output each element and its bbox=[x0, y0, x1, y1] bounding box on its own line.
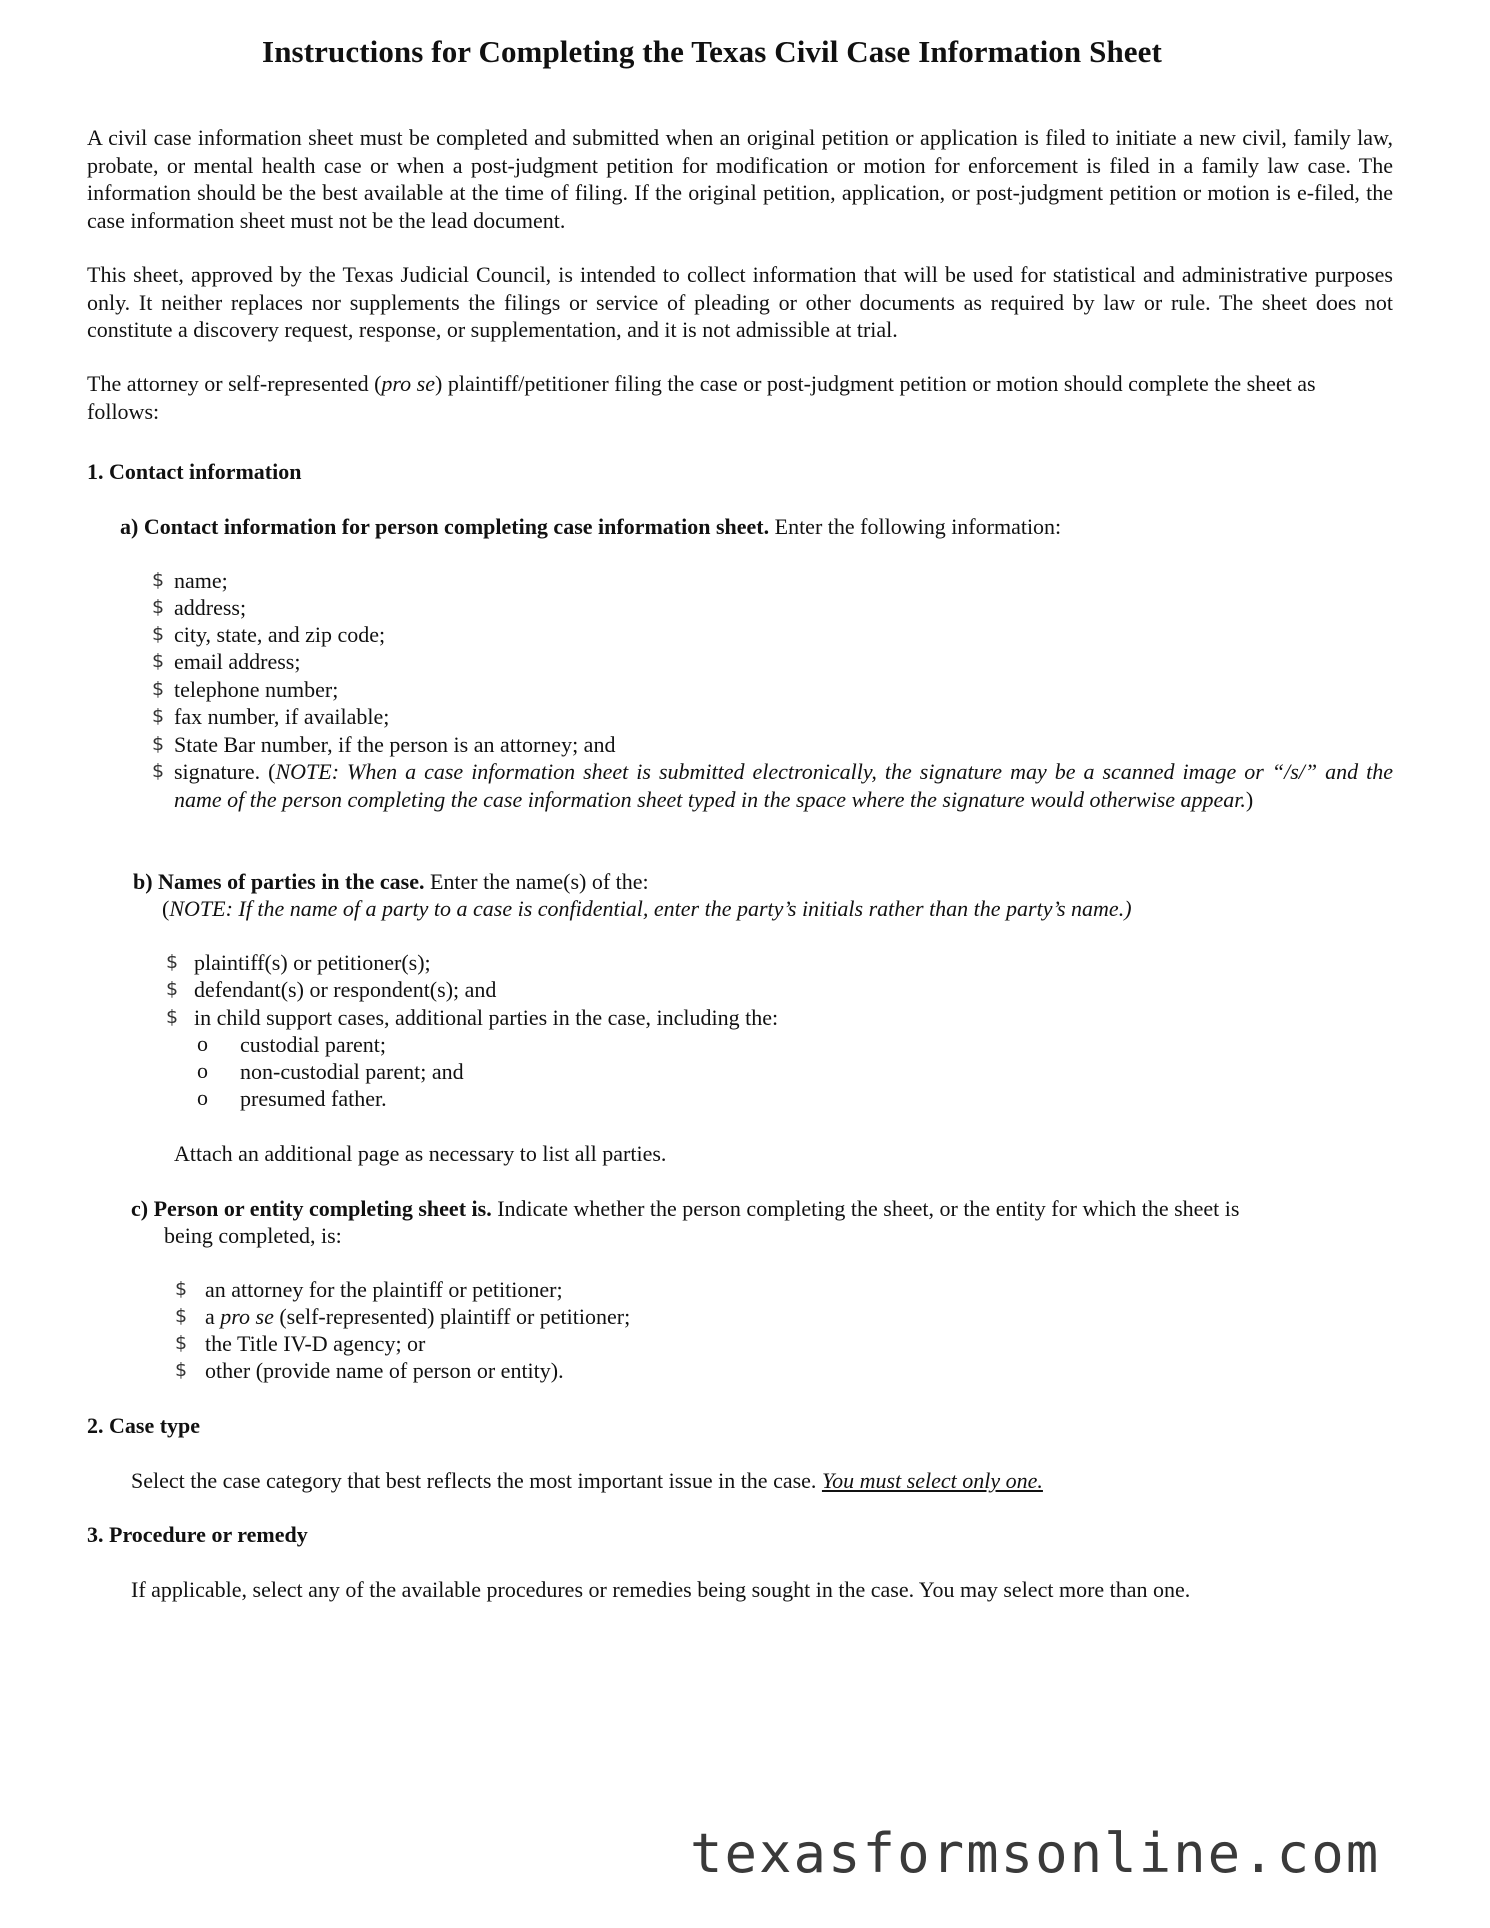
signature-item: signature. (NOTE: When a case information sheet is submitted electronically, the signature may be a scanned image or “/s/” and the name of the person completing the case information sheet typed in the space where the signature would otherwise appear.) bbox=[174, 759, 1393, 812]
section-1-heading: 1. Contact information bbox=[87, 459, 302, 484]
list-subitem: non-custodial parent; and bbox=[240, 1059, 464, 1084]
circle-bullet-icon: o bbox=[197, 1031, 208, 1056]
list-item: defendant(s) or respondent(s); and bbox=[194, 977, 497, 1002]
bullet-icon: $ bbox=[152, 760, 165, 782]
list-subitem: custodial parent; bbox=[240, 1032, 387, 1057]
bullet-icon: $ bbox=[175, 1332, 188, 1354]
list-item: a pro se (self-represented) plaintiff or petitioner; bbox=[205, 1304, 631, 1329]
section-1c-line-2: being completed, is: bbox=[164, 1223, 342, 1248]
list-item: city, state, and zip code; bbox=[174, 622, 386, 647]
confidential-note: (NOTE: If the name of a party to a case is confidential, enter the party’s initials rather than the party’s name.) bbox=[162, 896, 1132, 921]
bullet-icon: $ bbox=[152, 650, 165, 672]
list-item: name; bbox=[174, 568, 228, 593]
intro-paragraph-2: This sheet, approved by the Texas Judicial Council, is intended to collect information that will be used for statistical and administrative purposes only. It neither replaces nor supplements the filings or service of pleading or other documents as required by law or rule. The sheet does not constitute a discovery request, response, or supplementation, and it is not admissible at trial. bbox=[87, 262, 1393, 342]
bullet-icon: $ bbox=[152, 569, 165, 591]
list-item: fax number, if available; bbox=[174, 704, 390, 729]
bullet-icon: $ bbox=[152, 705, 165, 727]
procedure-text: If applicable, select any of the available procedures or remedies being sought in the case. You may select more than one. bbox=[131, 1577, 1191, 1602]
list-item: email address; bbox=[174, 649, 301, 674]
bullet-icon: $ bbox=[152, 678, 165, 700]
section-3-heading: 3. Procedure or remedy bbox=[87, 1522, 308, 1547]
bullet-icon: $ bbox=[175, 1359, 188, 1381]
bullet-icon: $ bbox=[152, 733, 165, 755]
list-subitem: presumed father. bbox=[240, 1086, 387, 1111]
section-2-heading: 2. Case type bbox=[87, 1413, 201, 1438]
intro-paragraph-3: The attorney or self-represented (pro se) plaintiff/petitioner filing the case or post-judgment petition or motion should complete the sheet as follows: bbox=[87, 371, 1316, 424]
list-item: address; bbox=[174, 595, 247, 620]
list-item: an attorney for the plaintiff or petitioner; bbox=[205, 1277, 563, 1302]
page-title: Instructions for Completing the Texas Civil Case Information Sheet bbox=[262, 34, 1162, 69]
bullet-icon: $ bbox=[166, 951, 179, 973]
list-item: the Title IV-D agency; or bbox=[205, 1331, 426, 1356]
bullet-icon: $ bbox=[166, 978, 179, 1000]
section-1a-line: a) Contact information for person completing case information sheet. Enter the following information: bbox=[120, 514, 1062, 539]
bullet-icon: $ bbox=[152, 596, 165, 618]
list-item: in child support cases, additional parties in the case, including the: bbox=[194, 1005, 779, 1030]
circle-bullet-icon: o bbox=[197, 1058, 208, 1083]
list-item: State Bar number, if the person is an attorney; and bbox=[174, 732, 616, 757]
list-item: plaintiff(s) or petitioner(s); bbox=[194, 950, 431, 975]
bullet-icon: $ bbox=[175, 1305, 188, 1327]
attach-note: Attach an additional page as necessary to list all parties. bbox=[174, 1141, 667, 1166]
bullet-icon: $ bbox=[175, 1278, 188, 1300]
intro-paragraph-1: A civil case information sheet must be completed and submitted when an original petition or application is filed to initiate a new civil, family law, probate, or mental health case or when a post-judgment petition for modification or motion for enforcement is filed in a family law case. The information should be the best available at the time of filing. If the original petition, application, or post-judgment petition or motion is e-filed, the case information sheet must not be the lead document. bbox=[87, 125, 1393, 233]
watermark: texasformsonline.com bbox=[690, 1822, 1381, 1885]
case-type-text: Select the case category that best reflects the most important issue in the case. You must select only one. bbox=[131, 1468, 1043, 1493]
section-1c-line: c) Person or entity completing sheet is. Indicate whether the person completing the sheet, or the entity for which the sheet is bbox=[131, 1196, 1240, 1221]
bullet-icon: $ bbox=[152, 623, 165, 645]
bullet-icon: $ bbox=[166, 1006, 179, 1028]
list-item: telephone number; bbox=[174, 677, 339, 702]
circle-bullet-icon: o bbox=[197, 1085, 208, 1110]
section-1b-line: b) Names of parties in the case. Enter the name(s) of the: bbox=[133, 869, 649, 894]
list-item: other (provide name of person or entity). bbox=[205, 1358, 564, 1383]
